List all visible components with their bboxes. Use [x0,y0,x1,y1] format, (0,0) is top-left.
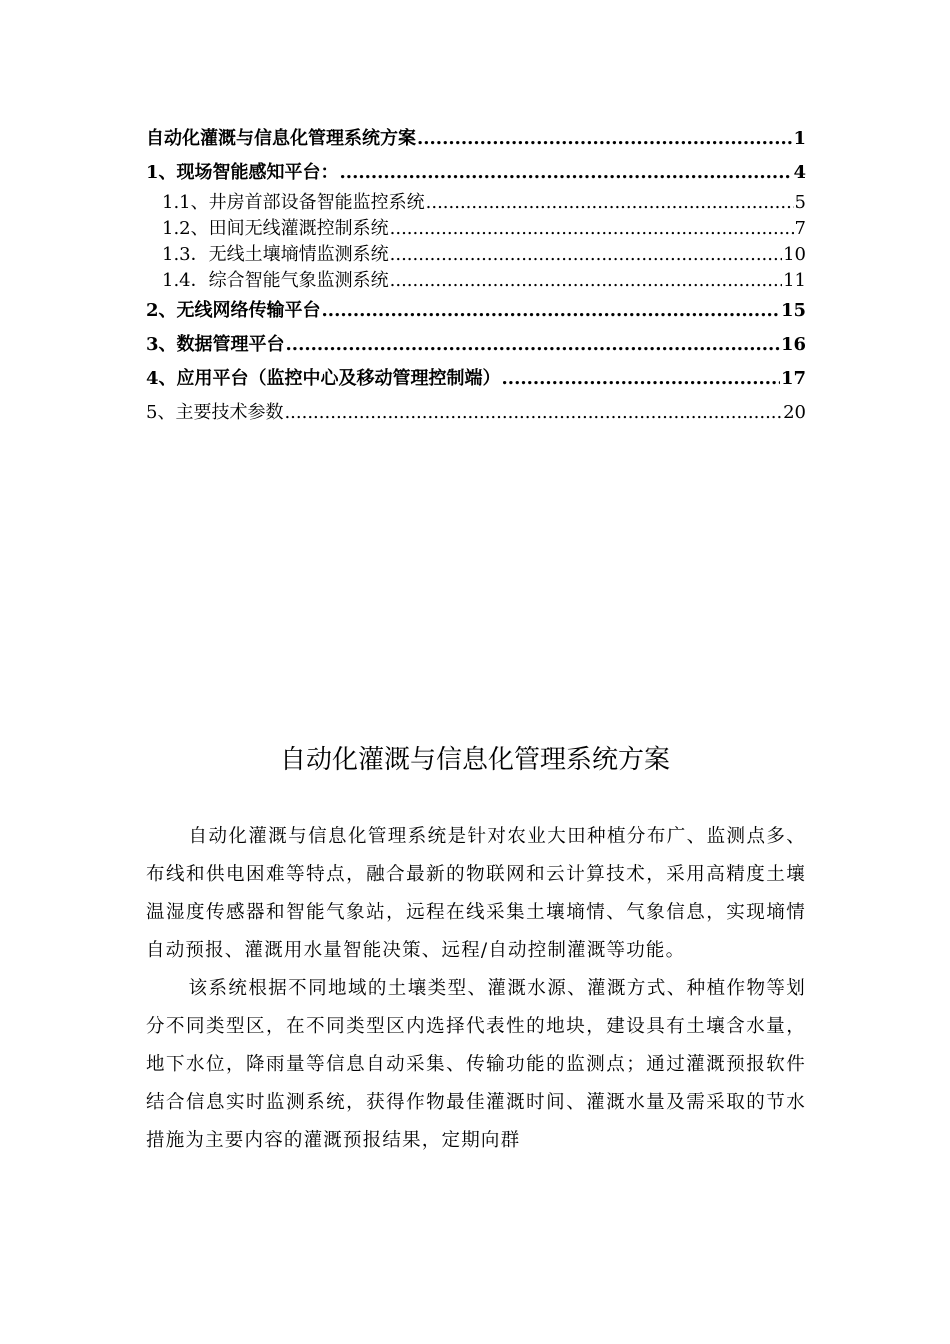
toc-entry-page: 4 [793,162,806,183]
toc-leader-dots [502,362,780,396]
toc-leader-dots [417,122,792,156]
document-body [146,818,806,1160]
toc-entry-title: 2、无线网络传输平台 [146,300,321,321]
toc-entry-page: 1 [793,128,806,149]
toc-entry-page: 5 [794,192,806,213]
table-of-contents [146,122,806,430]
toc-leader-dots [340,156,793,190]
toc-entry-page: 20 [783,402,806,423]
toc-entry-title: 1.4．综合智能气象监测系统 [162,270,389,291]
toc-entry-title: 5、主要技术参数 [146,402,284,423]
document-title: 自动化灌溉与信息化管理系统方案 [279,745,670,775]
toc-leader-dots [286,328,780,362]
toc-entry-page: 16 [780,334,806,355]
toc-entry-title: 3、数据管理平台 [146,334,285,355]
toc-entry-title: 1.2、田间无线灌溉控制系统 [162,218,389,239]
toc-entry[interactable] [146,216,806,242]
toc-entry-page: 10 [783,244,806,265]
toc-entry[interactable] [146,242,806,268]
toc-entry-page: 17 [780,368,806,389]
toc-entry-title: 1、现场智能感知平台： [146,162,339,183]
toc-entry[interactable] [146,362,806,396]
toc-entry[interactable] [146,328,806,362]
toc-entry[interactable] [146,156,806,190]
toc-entry-page: 11 [783,270,806,291]
toc-leader-dots [426,190,794,216]
toc-leader-dots [390,216,794,242]
toc-entry[interactable] [146,268,806,294]
toc-entry[interactable] [146,122,806,156]
toc-entry[interactable] [146,190,806,216]
toc-entry[interactable] [146,396,806,430]
toc-entry[interactable] [146,294,806,328]
toc-leader-dots [322,294,780,328]
toc-entry-title: 自动化灌溉与信息化管理系统方案 [146,128,416,149]
toc-entry-page: 7 [794,218,806,239]
toc-leader-dots [390,268,782,294]
toc-entry-title: 4、应用平台（监控中心及移动管理控制端） [146,368,501,389]
toc-leader-dots [390,242,782,268]
toc-leader-dots [284,396,782,430]
body-paragraph: 该系统根据不同地域的土壤类型、灌溉水源、灌溉方式、种植作物等划分不同类型区，在不同类型区内选择代表性的地块，建设具有土壤含水量，地下水位，降雨量等信息自动采集、传输功能的监测点；通过灌溉预报软件结合信息实时监测系统，获得作物最佳灌溉时间、灌溉水量及需采取的节水措施为主要内容的灌溉预报结果，定期向群 [146,978,806,1151]
toc-entry-page: 15 [780,300,806,321]
toc-entry-title: 1.1、井房首部设备智能监控系统 [162,192,425,213]
toc-entry-title: 1.3．无线土壤墒情监测系统 [162,244,389,265]
body-paragraph: 自动化灌溉与信息化管理系统是针对农业大田种植分布广、监测点多、布线和供电困难等特点，融合最新的物联网和云计算技术，采用高精度土壤温湿度传感器和智能气象站，远程在线采集土壤墒情、气象信息，实现墒情自动预报、灌溉用水量智能决策、远程/自动控制灌溉等功能。 [146,826,806,961]
